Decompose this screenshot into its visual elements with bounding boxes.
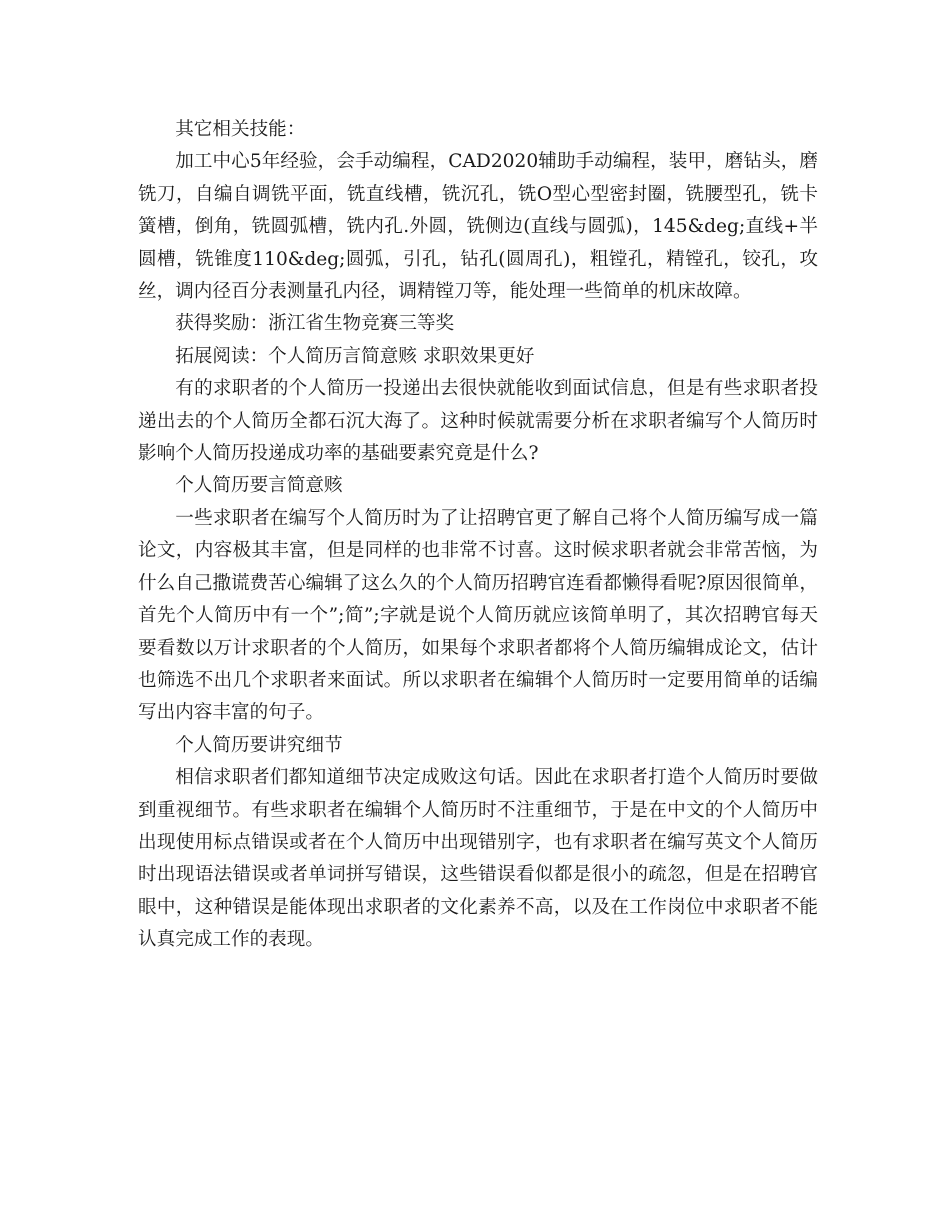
paragraph-skills-heading: 其它相关技能： — [175, 119, 306, 140]
paragraph-skills-detail: 加工中心5年经验，会手动编程，CAD2020辅助手动编程，装甲，磨钻头，磨铣刀，自编自调铣平面，铣直线槽，铣沉孔，铣O型心型密封圈，铣腰型孔，铣卡簧槽，倒角，铣圆弧槽，铣内孔.外圆，铣侧边(直线与圆弧)，145&deg;直线+半圆槽，铣锥度110&deg;圆弧，引孔，钻孔(圆周孔)，粗镗孔，精镗孔，铰孔，攻丝，调内径百分表测量孔内径，调精镗刀等，能处理一些简单的机床故障。 — [138, 151, 818, 303]
paragraph-details-body: 相信求职者们都知道细节决定成败这句话。因此在求职者打造个人简历时要做到重视细节。有些求职者在编辑个人简历时不注重细节，于是在中文的个人简历中出现使用标点错误或者在个人简历中出现错别字，也有求职者在编写英文个人简历时出现语法错误或者单词拼写错误，这些错误看似都是很小的疏忽，但是在招聘官眼中，这种错误是能体现出求职者的文化素养不高，以及在工作岗位中求职者不能认真完成工作的表现。 — [138, 767, 818, 951]
paragraph-awards: 获得奖励：浙江省生物竞赛三等奖 — [175, 313, 455, 335]
section-heading-concise: 个人简历要言简意赅 — [175, 475, 343, 497]
paragraph-intro: 有的求职者的个人简历一投递出去很快就能收到面试信息，但是有些求职者投递出去的个人简历全都石沉大海了。这种时候就需要分析在求职者编写个人简历时影响个人简历投递成功率的基础要素究竟是什么? — [138, 378, 818, 465]
document-body — [138, 114, 818, 957]
paragraph-concise-body: 一些求职者在编写个人简历时为了让招聘官更了解自己将个人简历编写成一篇论文，内容极其丰富，但是同样的也非常不讨喜。这时候求职者就会非常苦恼，为什么自己撒谎费苦心编辑了这么久的个人简历招聘官连看都懒得看呢?原因很简单，首先个人简历中有一个”;简”;字就是说个人简历就应该简单明了，其次招聘官每天要看数以万计求职者的个人简历，如果每个求职者都将个人简历编辑成论文，估计也筛选不出几个求职者来面试。所以求职者在编辑个人简历时一定要用简单的话编写出内容丰富的句子。 — [138, 507, 818, 724]
paragraph-extended-reading: 拓展阅读：个人简历言简意赅 求职效果更好 — [175, 345, 535, 367]
section-heading-details: 个人简历要讲究细节 — [175, 734, 343, 756]
